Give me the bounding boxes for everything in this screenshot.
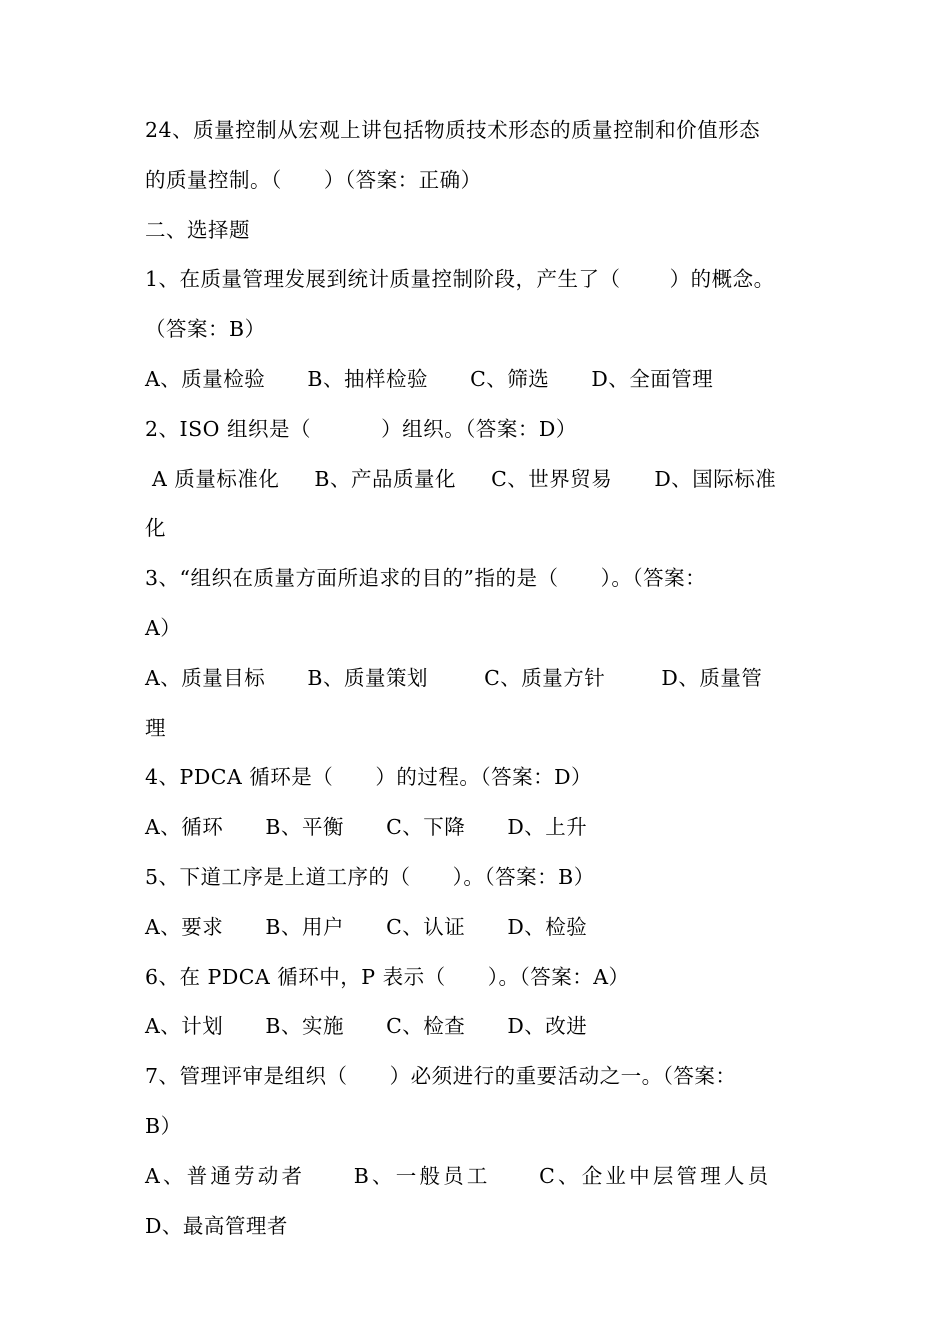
question-1-options: A、质量检验 B、抽样检验 C、筛选 D、全面管理: [145, 366, 714, 391]
question-24-line-2: 的质量控制。（ ）（答案：正确）: [145, 167, 482, 192]
section-heading-choice-questions: 二、选择题: [145, 217, 250, 242]
question-2-options-continued: 化: [145, 516, 166, 541]
question-7-options: A、普通劳动者 B、一般员工 C、企业中层管理人员: [145, 1163, 772, 1188]
question-4-options: A、循环 B、平衡 C、下降 D、上升: [145, 815, 588, 840]
question-7-options-continued: D、最高管理者: [145, 1213, 288, 1238]
question-7-answer: B）: [145, 1113, 182, 1138]
question-3-text: 3、“组织在质量方面所追求的目的”指的是（ ）。（答案：: [145, 566, 707, 591]
question-1-text: 1、在质量管理发展到统计质量控制阶段，产生了（ ）的概念。: [145, 267, 775, 292]
question-5-text: 5、下道工序是上道工序的（ ）。（答案：B）: [145, 864, 595, 889]
question-4-text: 4、PDCA 循环是（ ）的过程。（答案：D）: [145, 765, 593, 790]
question-5-options: A、要求 B、用户 C、认证 D、检验: [145, 914, 588, 939]
document-body: [145, 106, 815, 1251]
question-3-options-continued: 理: [145, 715, 166, 740]
question-3-options: A、质量目标 B、质量策划 C、质量方针 D、质量管: [145, 665, 763, 690]
question-24-line-1: 24、质量控制从宏观上讲包括物质技术形态的质量控制和价值形态: [145, 118, 761, 142]
question-6-options: A、计划 B、实施 C、检查 D、改进: [145, 1014, 588, 1039]
question-2-text: 2、ISO 组织是（ ）组织。（答案：D）: [145, 416, 577, 441]
question-1-answer: （答案：B）: [145, 317, 266, 342]
question-6-text: 6、在 PDCA 循环中，P 表示（ ）。（答案：A）: [145, 964, 630, 989]
question-7-text: 7、管理评审是组织（ ）必须进行的重要活动之一。（答案：: [145, 1064, 737, 1089]
question-3-answer: A）: [145, 615, 182, 640]
question-2-options: A 质量标准化 B、产品质量化 C、世界贸易 D、国际标准: [145, 466, 777, 491]
